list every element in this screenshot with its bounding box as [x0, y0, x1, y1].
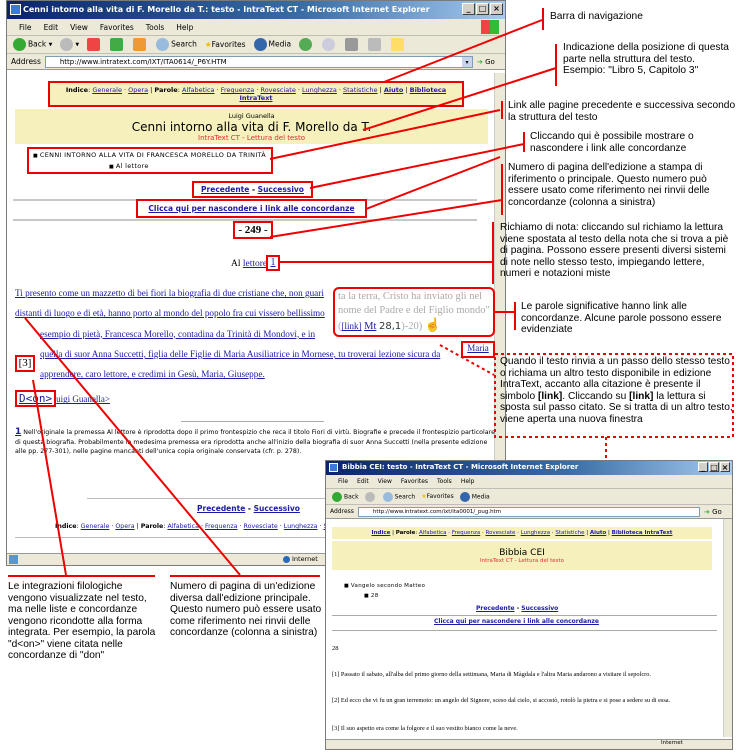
prev-link-bottom[interactable]: Precedente: [197, 504, 246, 513]
nav-lunghezza-bottom[interactable]: Lunghezza: [283, 523, 318, 530]
next-link-2[interactable]: Successivo: [521, 605, 559, 612]
link-symbol[interactable]: [link]: [341, 321, 362, 331]
nav-rovesciate-bottom[interactable]: Rovesciate: [243, 523, 278, 530]
verse: [2] Ed ecco che vi fu un gran terremoto: un angelo del Signore, sceso dal cielo, si accostò, rotolò la pietra e si pose a sedere su di essa.: [332, 697, 671, 704]
back-button-2[interactable]: Back: [332, 492, 359, 502]
section-heading: Al lettore: [231, 259, 268, 269]
address-input-2[interactable]: http://www.intratext.com/ixt/ita0001/_pug.htm: [358, 507, 700, 517]
structure-item[interactable]: ■ CENNI INTORNO ALLA VITA DI FRANCESCA MORELLO DA TRINITÀ: [33, 151, 267, 159]
next-link[interactable]: Successivo: [257, 185, 304, 194]
menu-tools-2[interactable]: Tools: [437, 478, 452, 485]
prev-next-links: Precedente - Successivo: [192, 181, 313, 198]
go-button-2[interactable]: ➔ Go: [704, 507, 722, 516]
citation-book[interactable]: Mt: [364, 321, 377, 332]
concordance-toggle-link[interactable]: Clicca qui per nascondere i link alle concordanze: [148, 204, 355, 213]
menu-edit[interactable]: Edit: [43, 22, 59, 32]
window-title-2: Bibbia CEI: testo - IntraText CT - Microsoft Internet Explorer: [342, 463, 579, 471]
menu-view-2[interactable]: View: [377, 478, 392, 485]
signature-link[interactable]: uigi Guanella>: [56, 394, 110, 405]
subtitle: IntraText CT - Lettura del testo: [198, 134, 305, 142]
nav-lunghezza-2[interactable]: Lunghezza: [520, 530, 551, 536]
callout-position: Indicazione della posizione di questa parte nella struttura del testo. Esempio: "Libro 5, Capitolo 3": [563, 42, 729, 76]
star-icon: ★: [421, 493, 427, 500]
nav-biblioteca[interactable]: Biblioteca IntraText: [239, 86, 447, 102]
nav-statistiche[interactable]: Statistiche: [343, 86, 378, 94]
structure-item-2[interactable]: ■ Vangelo secondo Matteo: [344, 583, 425, 589]
note-reference[interactable]: 1: [266, 255, 280, 271]
subtitle-2: IntraText CT - Lettura del testo: [479, 558, 565, 564]
menu-help[interactable]: Help: [176, 22, 194, 32]
address-label-2: Address: [330, 508, 354, 515]
page-title: Cenni intorno alla vita di F. Morello da T.: [131, 120, 372, 134]
maximize-button-2[interactable]: □: [710, 463, 718, 472]
page-number: - 249 -: [233, 221, 273, 239]
nav-statistiche-2[interactable]: Statistiche: [555, 530, 585, 536]
favorites-button-2[interactable]: ★Favorites: [421, 493, 454, 500]
minimize-button[interactable]: _: [462, 3, 475, 15]
close-button[interactable]: ×: [490, 3, 503, 15]
prev-next-links-2: Precedente - Successivo: [476, 605, 559, 612]
hand-cursor-icon: ☝: [424, 317, 442, 332]
chapter-number: 28: [332, 645, 339, 652]
navigation-bar-2: Indice | Parole: Alfabetica · Frequenza · Rovesciate · Lunghezza · Statistiche | Aiuto | Biblioteca IntraText: [332, 527, 712, 539]
verse: [3] Il suo aspetto era come la folgore e il suo vestito bianco come la neve.: [332, 725, 518, 732]
menu-file-2[interactable]: File: [338, 478, 349, 485]
nav-frequenza-2[interactable]: Frequenza: [451, 530, 481, 536]
philological-integration[interactable]: D<on>: [15, 390, 56, 407]
prev-link-2[interactable]: Precedente: [476, 605, 515, 612]
body-paragraph: Ti presento come un mazzetto di bei fiori la biografia di due cristiane che, non guari distanti di luogo e di età, hanno porto al mondo del popolo fra cui vissero bellissimo esempio di pietà, Francesca Morello, contadina da Trinità di Mondovì, e in quella di suor Anna Succetti, figlia delle Figlie di Maria Ausiliatrice in Mornese, tu troverai lezione sicura da apprendere, caro lettore, e credimi in Gesù, Maria, Giuseppe.: [15, 288, 441, 380]
address-label: Address: [11, 57, 41, 66]
bottom-navbar: Indice: Generale · Opera | Parole: Alfabetica · Frequenza · Rovesciate · Lunghezza ·: [55, 523, 323, 530]
search-button[interactable]: Search: [156, 38, 197, 51]
menu-tools[interactable]: Tools: [145, 22, 165, 32]
nav-alfabetica-2[interactable]: Alfabetica: [419, 530, 447, 536]
nav-aiuto-2[interactable]: Aiuto: [589, 530, 607, 536]
callout-page-number: Numero di pagina dell'edizione a stampa di riferimento o principale. Questo numero può essere usato come riferimento nei rinvii delle concordanze (colonna a sinistra): [508, 162, 710, 208]
structure-item-2[interactable]: ■ 28: [364, 593, 379, 599]
highlighted-word[interactable]: Maria: [461, 341, 495, 358]
star-icon: ★: [204, 40, 212, 49]
status-zone-2: Internet: [661, 740, 683, 746]
footnote-number[interactable]: 1: [15, 427, 22, 438]
callout-prevnext: Link alle pagine precedente e successiva secondo la struttura del testo: [508, 100, 736, 123]
navigation-bar: Indice: Generale · Opera | Parole: Alfabetica · Frequenza · Rovesciate · Lunghezza · Statistiche | Aiuto | Biblioteca IntraText: [48, 81, 464, 107]
nav-frequenza-bottom[interactable]: Frequenza: [205, 523, 238, 530]
callout-toggle: Cliccando qui è possibile mostrare o nascondere i link alle concordanze: [530, 131, 694, 154]
nav-opera[interactable]: Opera: [128, 86, 149, 94]
nav-alfabetica[interactable]: Alfabetica: [181, 86, 215, 94]
section-heading-word[interactable]: lettore: [242, 259, 268, 269]
alt-page-number: [3]: [15, 355, 35, 372]
nav-generale-bottom[interactable]: Generale: [80, 523, 110, 530]
menu-help-2[interactable]: Help: [460, 478, 475, 485]
tooltip-citation: ta la terra, Cristo ha inviato gli nel nome del Padre e del Figlio mondo" ([link] Mt 28,1)-20) ☝: [333, 287, 495, 337]
prev-link[interactable]: Precedente: [201, 185, 250, 194]
forward-button[interactable]: ▾: [60, 38, 79, 51]
nav-frequenza[interactable]: Frequenza: [220, 86, 255, 94]
menu-edit-2[interactable]: Edit: [357, 478, 369, 485]
nav-indice-2[interactable]: Indice: [371, 530, 391, 536]
minimize-button-2[interactable]: _: [698, 462, 708, 472]
menu-favorites-2[interactable]: Favorites: [400, 478, 429, 485]
nav-biblioteca-2[interactable]: Biblioteca IntraText: [611, 530, 673, 536]
nav-aiuto[interactable]: Aiuto: [383, 86, 404, 94]
menu-view[interactable]: View: [70, 22, 88, 32]
go-button[interactable]: ➔ Go: [477, 57, 495, 66]
callout-words: Le parole significative hanno link alle concordanze. Alcune parole possono essere evidenziate: [521, 301, 722, 335]
verse: [1] Passato il sabato, all'alba del primo giorno della settimana, Maria di Màgdala e l'altra Maria andarono a visitare il sepolcro.: [332, 671, 651, 678]
nav-lunghezza[interactable]: Lunghezza: [302, 86, 337, 94]
nav-rovesciate[interactable]: Rovesciate: [260, 86, 296, 94]
address-input[interactable]: http://www.intratext.com/IXT/ITA0614/_P6Y.HTM ▾: [45, 56, 473, 68]
close-button-2[interactable]: ×: [721, 463, 729, 472]
media-button[interactable]: Media: [254, 38, 292, 51]
dropdown-icon[interactable]: ▾: [462, 57, 472, 67]
media-button-2[interactable]: Media: [460, 492, 490, 502]
menu-favorites[interactable]: Favorites: [99, 22, 134, 32]
callout-note: Richiamo di nota: cliccando sul richiamo la lettura viene spostata al testo della nota che si trova a piè di pagina. Possono essere presenti diversi sistemi di note nello stesso testo, impiegando lettere, numeri e notazioni miste: [500, 222, 729, 279]
footnote: 1 Nell'originale la premessa Al lettore è riprodotta dopo il primo frontespizio che reca il titolo Fiori di virtù. Biografie e precede il frontespizio particolare di questa biografia. Probabilmente la medesima premessa era riprodotta anche all'inizio della biografia di suor Anna Succetti (nella presente edizione alle pp. 277-301), nelle pagine mancanti dell'unica copia originale conservata (cfr. p. 278).: [15, 427, 495, 456]
back-button[interactable]: Back ▾: [13, 38, 52, 51]
menu-file[interactable]: File: [19, 22, 32, 32]
bottom-prev-next: Precedente - Successivo: [197, 504, 300, 513]
callout-integration: Le integrazioni filologiche vengono visualizzate nel testo, ma nelle liste e concordanze vengono ricondotte alla forma integrata. Per esempio, la parola "d<on>" viene citata nelle concordanze di "don": [8, 581, 156, 661]
status-zone: Internet: [292, 555, 318, 563]
search-button-2[interactable]: Search: [383, 492, 416, 502]
callout-link: Quando il testo rinvia a un passo dello stesso testo o richiama un altro testo disponibile in edizione IntraText, accanto alla citazione è presente il simbolo [link]. Cliccando su [link] la lettura si sposta sul passo citato. Se si tratta di un altro testo, viene aperta una nuova finestra: [500, 356, 733, 425]
favorites-button[interactable]: ★Favorites: [204, 40, 246, 49]
callout-alt-page: Numero di pagina di un'edizione diversa dall'edizione principale. Questo numero può essere usato come riferimento nei rinvii delle concordanze (colonna a sinistra): [170, 581, 322, 638]
window-title: Cenni intorno alla vita di F. Morello da T.: testo - IntraText CT - Microsoft Internet Explorer: [23, 5, 430, 14]
maximize-button[interactable]: □: [476, 3, 489, 15]
nav-alfabetica-bottom[interactable]: Alfabetica: [167, 523, 199, 530]
author: Luigi Guanella: [228, 112, 275, 120]
structure-item[interactable]: ■ Al lettore: [109, 162, 267, 170]
callout-navbar: Barra di navigazione: [550, 11, 643, 22]
nav-rovesciate-2[interactable]: Rovesciate: [485, 530, 516, 536]
nav-generale[interactable]: Generale: [92, 86, 122, 94]
nav-opera-bottom[interactable]: Opera: [115, 523, 135, 530]
next-link-bottom[interactable]: Successivo: [253, 504, 300, 513]
page-title-2: Bibbia CEI: [499, 548, 545, 558]
concordance-toggle-2[interactable]: Clicca qui per nascondere i link alle concordanze: [434, 618, 599, 625]
